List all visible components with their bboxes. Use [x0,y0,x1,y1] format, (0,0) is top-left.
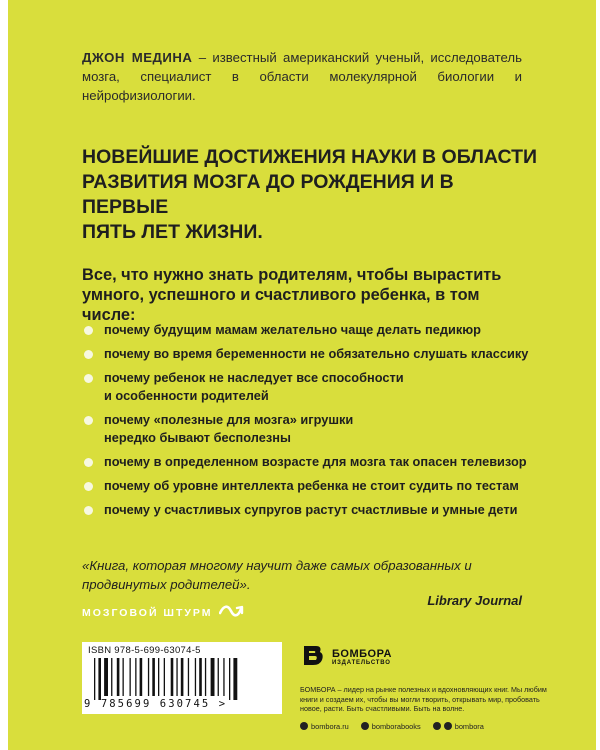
bullet-dot-icon [84,326,93,335]
social-books [361,722,421,731]
bullet-text: почему «полезные для мозга» игрушки [104,412,354,427]
publisher-description: БОМБОРА – лидер на рынке полезных и вдохновляющих книг. Мы любим книги и создаем их, чтобы вы могли творить, открывать мир, пробовать новое, расти. Быть счастливыми. Быть на волне. [300,685,547,713]
bullet-dot-icon [84,350,93,359]
bullet-text: и особенности родителей [104,388,269,403]
publisher-name: БОМБОРА [332,648,392,660]
headline-line: НОВЕЙШИЕ ДОСТИЖЕНИЯ НАУКИ В ОБЛАСТИ [82,146,538,168]
social-vk-label: bombora [454,721,484,731]
quote-source: Library Journal [427,593,522,608]
author-name: ДЖОН МЕДИНА [82,50,193,65]
bullet-item [82,411,552,447]
publisher-block [300,642,550,731]
bullet-text: почему у счастливых супругов растут счастливые и умные дети [104,502,518,517]
bullet-list [82,321,552,525]
headline-line: РАЗВИТИЯ МОЗГА ДО РОЖДЕНИЯ И В ПЕРВЫЕ [82,171,454,218]
arrow-icon [219,604,245,621]
intro-line: числе: [82,306,136,324]
headline-line: ПЯТЬ ЛЕТ ЖИЗНИ. [82,221,263,243]
publisher-logo [300,642,550,673]
bombora-logo-icon [300,642,326,673]
telegram-icon [444,722,452,730]
bullet-item [82,501,552,519]
social-site [300,722,349,731]
bullet-item [82,369,552,405]
bullet-dot-icon [84,374,93,383]
bullet-dot-icon [84,482,93,491]
bullet-text: почему ребенок не наследует все способности [104,370,404,385]
bullet-dot-icon [84,458,93,467]
bullet-text: почему во время беременности не обязательно слушать классику [104,346,529,361]
isbn-text: ISBN 978-5-699-63074-5 [88,645,201,656]
bullet-item [82,345,552,363]
headline [82,145,542,245]
bullet-item [82,453,552,471]
social-vk [433,722,484,731]
vk-icon [433,722,441,730]
barcode-digits: 9 785699 630745 > [84,698,228,710]
bullet-text: почему об уровне интеллекта ребенка не стоит судить по тестам [104,478,519,493]
intro-text [82,265,542,325]
bullet-item [82,477,552,495]
bullet-text: почему будущим мамам желательно чаще делать педикюр [104,322,481,337]
bullet-dot-icon [84,416,93,425]
series-name: МОЗГОВОЙ ШТУРМ [82,606,213,619]
barcode-bars [92,658,272,700]
bullet-dot-icon [84,506,93,515]
author-bio [82,48,522,105]
social-site-label: bombora.ru [311,721,349,731]
series-label [82,604,245,621]
social-links [300,722,550,731]
review-quote: «Книга, которая многому научит даже самых образованных и продвинутых родителей». [82,558,472,592]
intro-line: умного, успешного и счастливого ребенка, в том [82,286,480,304]
globe-icon [300,722,308,730]
author-description: – известный американский ученый, исследователь мозга, специалист в области молекулярной биологии и нейрофизиологии. [82,50,522,103]
publisher-sub: ИЗДАТЕЛЬСТВО [332,660,391,666]
bullet-text: почему в определенном возрасте для мозга так опасен телевизор [104,454,527,469]
intro-line: Все, что нужно знать родителям, чтобы вырастить [82,266,502,284]
bullet-item [82,321,552,339]
bullet-text: нередко бывают бесполезны [104,430,291,445]
social-books-label: bomborabooks [371,721,421,731]
instagram-icon [361,722,369,730]
barcode [82,642,282,714]
